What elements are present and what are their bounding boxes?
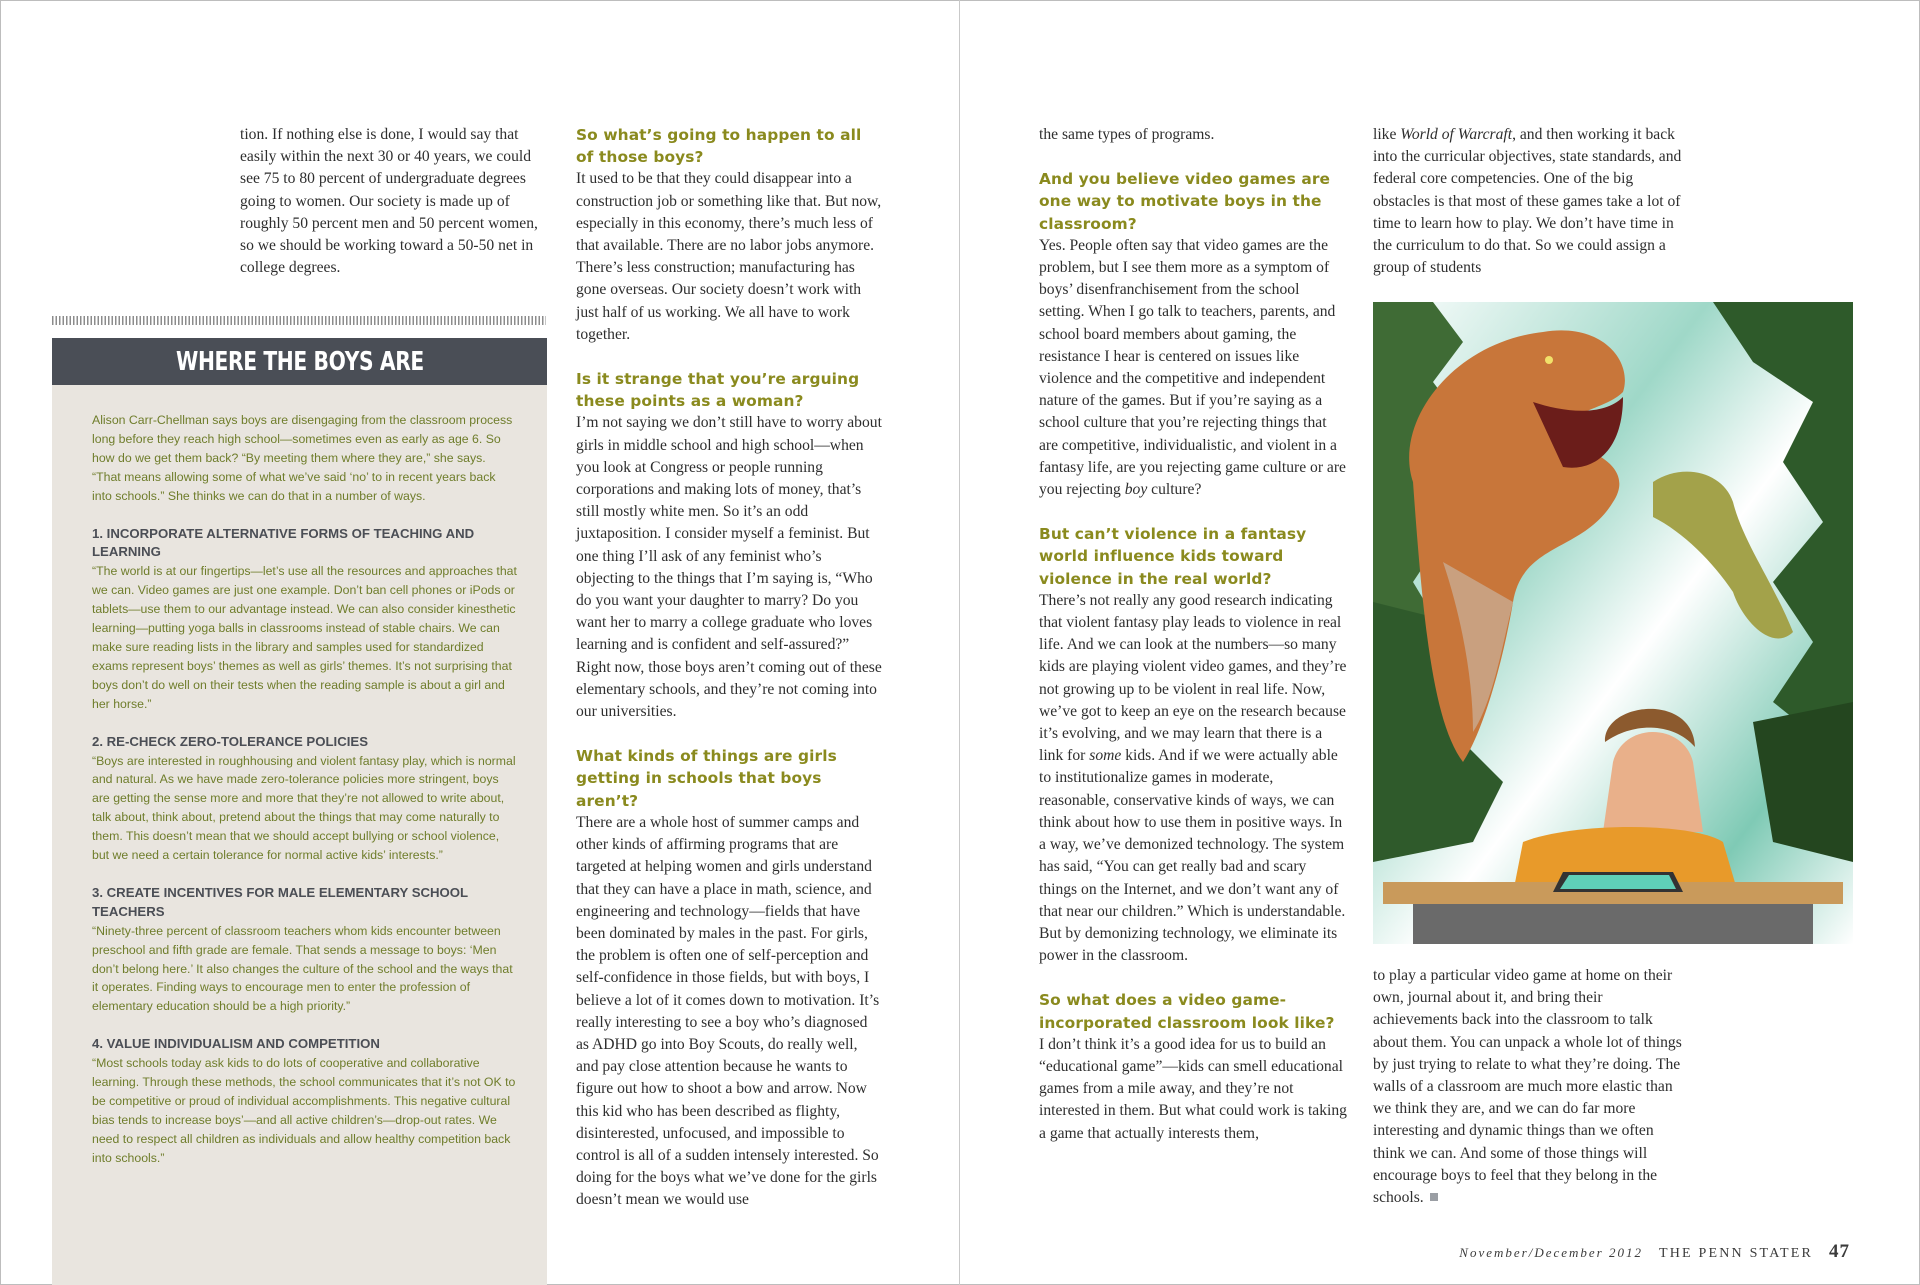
sidebar-intro: Alison Carr-Chellman says boys are disengaging from the classroom process long before they reach high school—sometimes even as early as age 6. So how do we get them back? “By meeting them where they are,” she says. “That means allowing some of what we’ve said ‘no’ to in recent years back into schools.” She thinks we can do that in a number of ways. (92, 413, 513, 503)
sidebar-item-heading: 2. RE-CHECK ZERO-TOLERANCE POLICIES (92, 733, 368, 749)
interview-question: So what’s going to happen to all of those boys? (576, 126, 862, 167)
interview-answer: the same types of programs. (1039, 126, 1215, 143)
end-of-article-icon (1430, 1193, 1438, 1201)
sidebar-title: WHERE THE BOYS ARE (175, 346, 424, 377)
sidebar-item (92, 733, 517, 865)
interview-answer: It used to be that they could disappear into a construction job or something like that. But now, especially in this economy, there’s much less of that available. There are no labor jobs anymore. There’s less construction; manufacturing has gone overseas. Our society doesn’t work with just half of us working. We all have to work together. (576, 170, 882, 343)
sidebar-item-heading: 3. CREATE INCENTIVES FOR MALE ELEMENTARY SCHOOL TEACHERS (92, 884, 468, 919)
interview-question: So what does a video game-incorporated classroom look like? (1039, 991, 1335, 1032)
page-gutter (959, 0, 960, 1285)
column-1-continued (240, 124, 550, 279)
interview-question: And you believe video games are one way to motivate boys in the classroom? (1039, 170, 1331, 233)
interview-question: But can’t violence in a fantasy world influence kids toward violence in the real world? (1039, 525, 1307, 588)
sidebar-box (52, 338, 547, 1285)
sidebar-item (92, 1035, 517, 1167)
column-4-top (1373, 124, 1683, 279)
interview-answer: I don’t think it’s a good idea for us to build an “educational game”—kids can smell educational games from a mile away, and they’re not interested in them. But what could work is taking a game that actually interests them, (1039, 1035, 1347, 1142)
interview-answer: I’m not saying we don’t still have to worry about girls in middle school and high school—when you look at Congress or people running corporations and making lots of money, that’s still mostly white men. So it’s an odd juxtaposition. I consider myself a feminist. But one thing I’ll ask of any feminist who’s objecting to the things that I’m saying is, “Who do you want your daughter to marry? Do you want her to marry a college graduate who loves learning and is confident and self-assured?” Right now, those boys aren’t coming out of these elementary schools, and they’re not coming into our universities. (576, 414, 882, 721)
interview-question: What kinds of things are girls getting in schools that boys aren’t? (576, 747, 837, 810)
issue-date: November/December 2012 (1459, 1245, 1643, 1260)
interview-answer: There are a whole host of summer camps and other kinds of affirming programs that are targeted at helping women and girls understand that they can have a place in math, science, and engineering and technology—fields that have been dominated by males in the past. For girls, the problem is often one of self-perception and self-confidence in those fields, but with boys, I believe a lot of it comes down to motivation. It’s really interesting to see a boy who’s diagnosed as ADHD go into Boy Scouts, do really well, and pay close attention because he wants to figure out how to shoot a bow and arrow. Now this kid who has been described as flighty, disinterested, unfocused, and impossible to control is all of a sudden intensely interested. So doing for the boys what we’ve done for the girls doesn’t mean we would use (576, 813, 880, 1209)
column-3 (1039, 124, 1347, 1145)
magazine-name: THE PENN STATER (1659, 1246, 1813, 1261)
column-4-bottom (1373, 965, 1683, 1209)
interview-answer: Yes. People often say that video games are the problem, but I see them more as a symptom of boys’ disenfranchisement from the school setting. When I go talk to teachers, parents, and school board members about gaming, the resistance I hear is centered on issues like violence and the competitive and independent nature of the games. But if you’re saying as a school culture that you’re rejecting things that are competitive, individualistic, and violent in a fantasy life, are you rejecting game culture or are you rejecting boy culture? (1039, 236, 1346, 499)
interview-answer: There’s not really any good research indicating that violent fantasy play leads to violence in real life. And we can look at the numbers—so many kids are playing violent video games, and they’re not growing up to be violent in real life. Now, we’ve got to keep an eye on the research because it’s evolving, and we may learn that there is a link for some kids. And if we were actually able to institutionalize games in moderate, reasonable, conservative kinds of ways, we can think about how to use them in positive ways. In a way, we’ve demonized technology. The system has said, “You can get really bad and scary things on the Internet, and we don’t want any of that near our children.” Which is understandable. But by demonizing technology, we eliminate its power in the classroom. (1039, 591, 1347, 965)
hatched-divider (52, 316, 546, 325)
sidebar-header (52, 338, 547, 385)
sidebar-item-text: “Boys are interested in roughhousing and violent fantasy play, which is normal and natural. As we have made zero-tolerance policies more stringent, boys are getting the sense more and more that they’re not allowed to write about, talk about, think about, pretend about the things that may come naturally to them. This doesn’t mean that we should accept bullying or school violence, but we need a certain tolerance for normal active kids’ interests.” (92, 753, 516, 863)
illustration-icon (1373, 302, 1853, 944)
page-footer (1459, 1241, 1850, 1263)
sidebar-item-text: “Ninety-three percent of classroom teachers whom kids encounter between preschool and fifth grade are female. That sends a message to boys: ‘Men don’t belong here.’ It also changes the culture of the school and the ways that it operates. Finding ways to encourage men to enter the profession of elementary education should be a high priority.” (92, 923, 513, 1014)
paragraph: tion. If nothing else is done, I would say that easily within the next 30 or 40 years, we could see 75 to 80 percent of undergraduate degrees going to women. Our society is made up of roughly 50 percent men and 50 percent women, so we should be working toward a 50-50 net in college degrees. (240, 126, 538, 277)
column-2 (576, 124, 883, 1212)
sidebar-item-heading: 1. INCORPORATE ALTERNATIVE FORMS OF TEACHING AND LEARNING (92, 525, 475, 560)
sidebar-item-text: “The world is at our fingertips—let’s use all the resources and approaches that we can. Video games are just one example. Don’t ban cell phones or iPods or tablets—use them to our advantage instead. We can also consider kinesthetic learning—putting yoga balls in classrooms instead of stable chairs. We can make sure reading lists in the library and samples used for standardized exams represent boys’ themes as well as girls’ themes. It’s not surprising that boys don’t do well on their tests when the reading sample is about a girl and her horse.” (92, 564, 517, 711)
interview-answer: like World of Warcraft, and then working it back into the curricular objectives, state standards, and federal core competencies. One of the big obstacles is that most of these games take a lot of time to learn how to play. We don’t have time in the curriculum to do that. So we could assign a group of students (1373, 126, 1682, 277)
sidebar-body (52, 385, 547, 1168)
interview-question: Is it strange that you’re arguing these points as a woman? (576, 370, 860, 411)
sidebar-item-heading: 4. VALUE INDIVIDUALISM AND COMPETITION (92, 1036, 380, 1052)
sidebar-item (92, 884, 517, 1016)
interview-answer: to play a particular video game at home on their own, journal about it, and bring their achievements back into the classroom to talk about them. You can unpack a whole lot of things by just trying to relate to what they’re doing. The walls of a classroom are much more elastic than we think they are, and we can do far more interesting and dynamic things than we often think we can. And some of those things will encourage boys to feel that they belong in the schools. (1373, 967, 1682, 1207)
sidebar-item (92, 525, 517, 714)
illustration-boy-dinosaurs (1373, 302, 1853, 944)
sidebar-item-text: “Most schools today ask kids to do lots of cooperative and collaborative learning. Through these methods, the school communicates that it’s not OK to be competitive or proud of individual accomplishments. This negative cultural bias tends to increase boys’—and all active children’s—drop-out rates. We need to respect all children as individuals and allow healthy competition back into schools.” (92, 1056, 516, 1165)
page-number: 47 (1829, 1241, 1850, 1262)
